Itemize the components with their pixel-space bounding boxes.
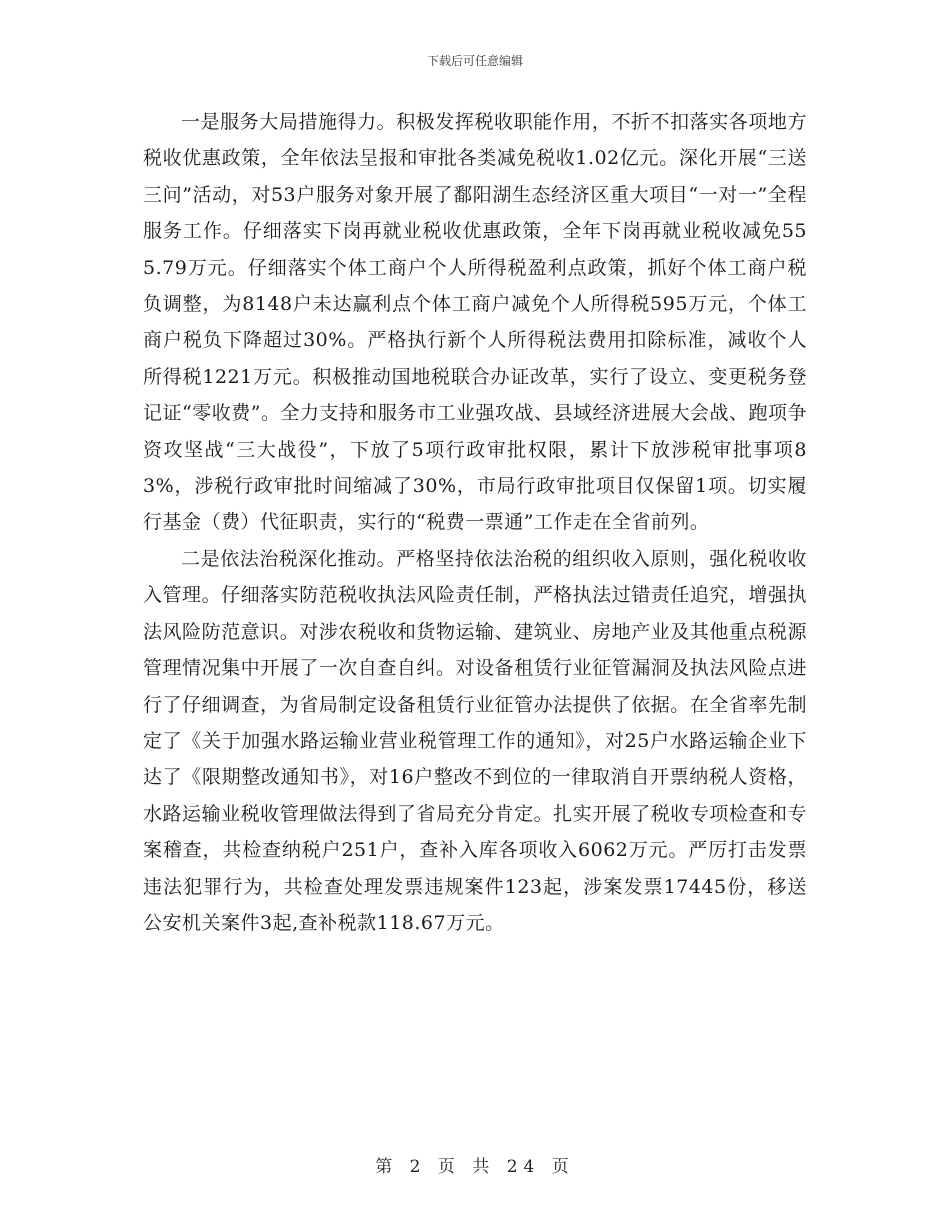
paragraph-rule-of-law-taxation: 二是依法治税深化推动。严格坚持依法治税的组织收入原则，强化税收收入管理。仔细落实防范税收执法风险责任制，严格执法过错责任追究，增强执法风险防范意识。对涉农税收和货物运输、建筑业、房地产业及其他重点税源管理情况集中开展了一次自查自纠。对设备租赁行业征管漏洞及执法风险点进行了仔细调查，为省局制定设备租赁行业征管办法提供了依据。在全省率先制定了《关于加强水路运输业营业税管理工作的通知》，对25户水路运输企业下达了《限期整改通知书》，对16户整改不到位的一律取消自开票纳税人资格，水路运输业税收管理做法得到了省局充分肯定。扎实开展了税收专项检查和专案稽查，共检查纳税户251户，查补入库各项收入6062万元。严厉打击发票违法犯罪行为，共检查处理发票违规案件123起，涉案发票17445份，移送公安机关案件3起,查补税款118.67万元。	[143, 547, 807, 934]
document-body	[143, 104, 807, 941]
paragraph-service-overall: 一是服务大局措施得力。积极发挥税收职能作用，不折不扣落实各项地方税收优惠政策，全年依法呈报和审批各类减免税收1.02亿元。深化开展“三送三问”活动，对53户服务对象开展了鄱阳湖生态经济区重大项目“一对一”全程服务工作。仔细落实下岗再就业税收优惠政策，全年下岗再就业税收减免555.79万元。仔细落实个体工商户个人所得税盈利点政策，抓好个体工商户税负调整，为8148户未达赢利点个体工商户减免个人所得税595万元，个体工商户税负下降超过30%。严格执行新个人所得税法费用扣除标准，减收个人所得税1221万元。积极推动国地税联合办证改革，实行了设立、变更税务登记证“零收费”。全力支持和服务市工业强攻战、县域经济进展大会战、跑项争资攻坚战“三大战役”，下放了5项行政审批权限，累计下放涉税审批事项83%，涉税行政审批时间缩减了30%，市局行政审批项目仅保留1项。切实履行基金（费）代征职责，实行的“税费一票通”工作走在全省前列。	[143, 111, 807, 534]
page-number: 第 2 页 共 24 页	[375, 1157, 575, 1177]
page-header-note: 下载后可任意编辑	[426, 54, 523, 68]
